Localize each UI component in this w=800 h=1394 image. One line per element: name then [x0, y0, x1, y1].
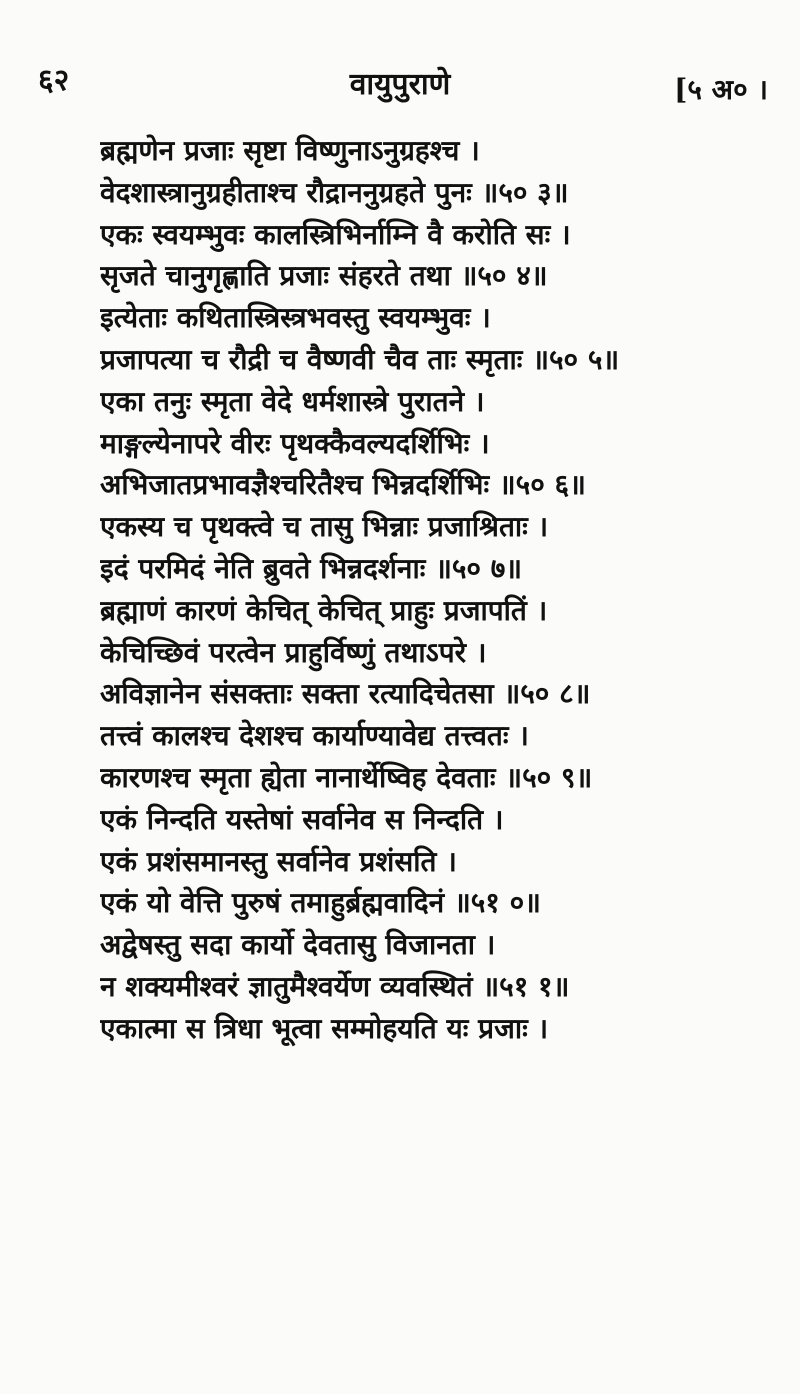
verse-line: न शक्यमीश्वरं ज्ञातुमैश्वर्येण व्यवस्थितं ॥५१ १॥	[100, 969, 570, 1003]
verse-line: वेदशास्त्रानुग्रहीताश्च रौद्राननुग्रहते पुनः ॥५० ३॥	[100, 175, 569, 209]
verse-block	[100, 130, 780, 1050]
verse-line: एकं यो वेत्ति पुरुषं तमाहुर्ब्रह्मवादिनं ॥५१ ०॥	[100, 886, 541, 920]
chapter-reference: [५ अ० ।	[674, 73, 768, 106]
verse-line: एकं प्रशंसमानस्तु सर्वानेव प्रशंसति ।	[100, 844, 457, 878]
verse-line: एका तनुः स्मृता वेदे धर्मशास्त्रे पुरातने ।	[100, 384, 485, 418]
verse-line: अविज्ञानेन संसक्ताः सक्ता रत्यादिचेतसा ॥५० ८॥	[100, 677, 591, 711]
verse-line: अद्वेषस्तु सदा कार्यो देवतासु विजानता ।	[100, 928, 496, 962]
verse-line: केचिच्छिवं परत्वेन प्राहुर्विष्णुं तथाऽपरे ।	[100, 635, 487, 669]
page-header	[0, 0, 800, 130]
verse-line: एकस्य च पृथक्त्वे च तासु भिन्नाः प्रजाश्रिताः ।	[100, 510, 549, 544]
verse-line: सृजते चानुगृह्णाति प्रजाः संहरते तथा ॥५० ४॥	[100, 259, 548, 293]
verse-line: ब्रह्माणं कारणं केचित् केचित् प्राहुः प्रजापतिं ।	[100, 593, 548, 627]
verse-line: एकात्मा स त्रिधा भूत्वा सम्मोहयति यः प्रजाः ।	[100, 1011, 549, 1045]
verse-line: प्रजापत्या च रौद्री च वैष्णवी चैव ताः स्मृताः ॥५० ५॥	[100, 342, 620, 376]
verse-line: तत्त्वं कालश्च देशश्च कार्याण्यावेद्य तत्त्वतः ।	[100, 719, 529, 753]
verse-line: इत्येताः कथितास्त्रिस्त्रभवस्तु स्वयम्भुवः ।	[100, 301, 491, 335]
verse-line: माङ्गल्येनापरे वीरः पृथक्कैवल्यदर्शिभिः ।	[100, 426, 490, 460]
running-title: वायुपुराणे	[349, 67, 451, 102]
verse-line: एकं निन्दति यस्तेषां सर्वानेव स निन्दति ।	[100, 802, 504, 836]
verse-line: अभिजातप्रभावज्ञैश्चरितैश्च भिन्नदर्शिभिः ॥५० ६॥	[100, 468, 586, 502]
verse-line: एकः स्वयम्भुवः कालस्त्रिभिर्नाम्नि वै करोति सः ।	[100, 217, 571, 251]
verse-line: ब्रह्मणेन प्रजाः सृष्टा विष्णुनाऽनुग्रहश्च ।	[100, 134, 480, 167]
verse-line: कारणश्च स्मृता ह्येता नानार्थेष्विह देवताः ॥५० ९॥	[100, 760, 593, 794]
page-number: ६२	[38, 63, 70, 98]
verse-line: इदं परमिदं नेति ब्रुवते भिन्नदर्शनाः ॥५० ७॥	[100, 551, 523, 585]
